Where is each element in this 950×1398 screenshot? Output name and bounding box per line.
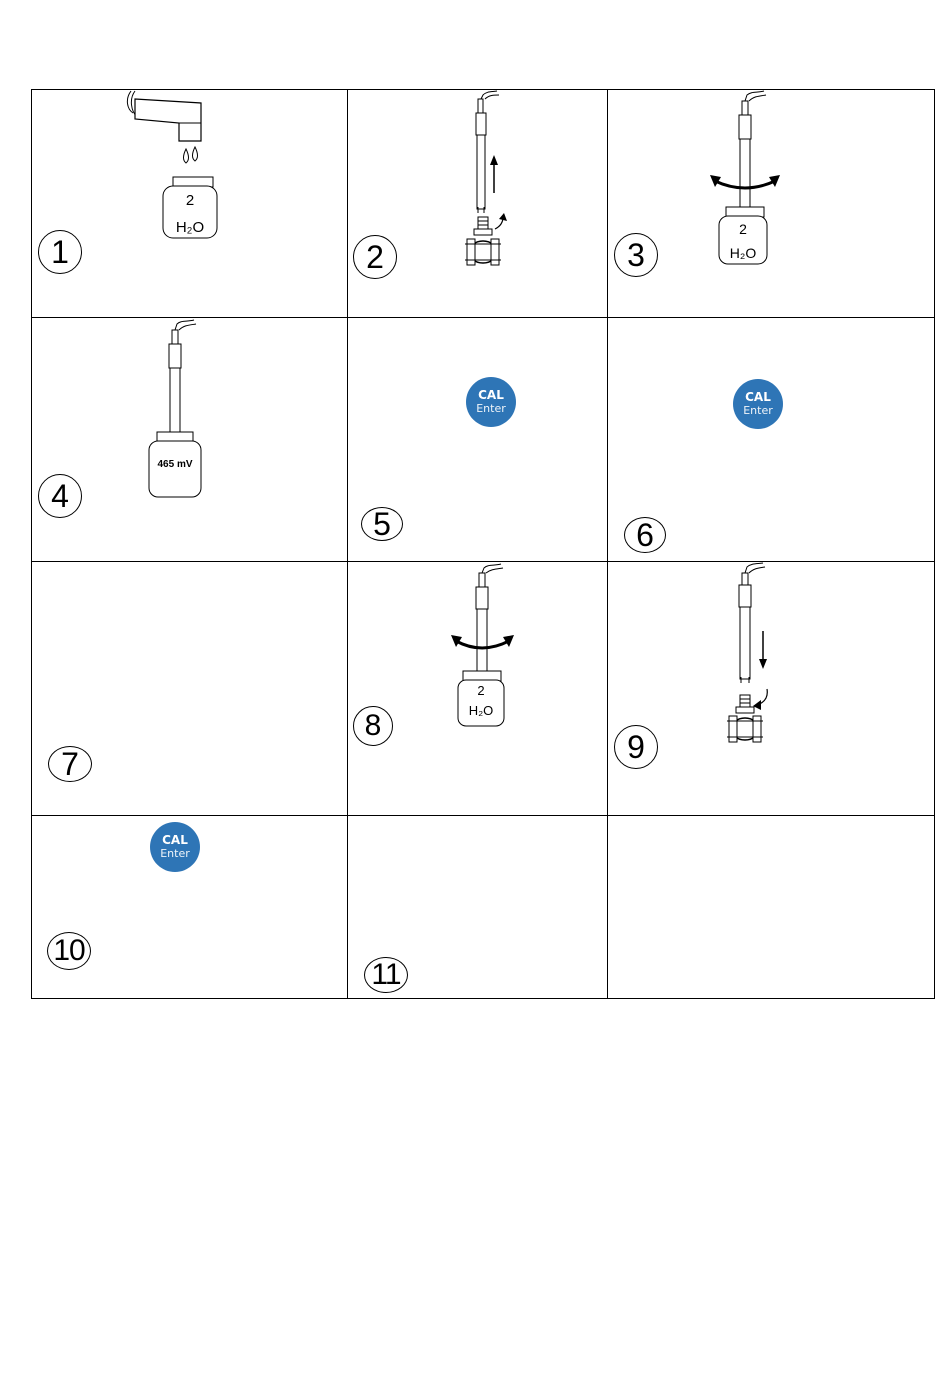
step-number: 3: [614, 233, 658, 277]
step-2-cell: [347, 89, 607, 317]
bottle-label-top: 2: [185, 192, 195, 209]
step-number: 9: [614, 725, 658, 769]
enter-label: Enter: [160, 847, 190, 860]
cal-label: CAL: [478, 388, 504, 402]
bottle-label-bottom: H₂O: [175, 219, 205, 236]
step-number: 4: [38, 474, 82, 518]
sensor-rinse-illustration: [607, 89, 935, 317]
step-5-cell: [347, 317, 607, 561]
cal-enter-button[interactable]: [466, 377, 516, 427]
cal-enter-button[interactable]: [150, 822, 200, 872]
sensor-install-illustration: [607, 561, 935, 815]
bottle-label-top: 2: [739, 221, 747, 237]
bottle-label-bottom: H₂O: [729, 245, 757, 261]
step-1-cell: [31, 89, 347, 317]
cal-enter-button[interactable]: [733, 379, 783, 429]
step-number: 11: [364, 957, 408, 993]
step-4-cell: [31, 317, 347, 561]
step-10-cell: [31, 815, 347, 999]
step-number: 6: [624, 517, 666, 553]
sensor-in-solution-illustration: [31, 317, 347, 561]
step-number: 1: [38, 230, 82, 274]
step-9-cell: [607, 561, 935, 815]
step-7-cell: [31, 561, 347, 815]
step-8-cell: [347, 561, 607, 815]
bottle-label-bottom: H₂O: [468, 703, 494, 718]
enter-label: Enter: [743, 404, 773, 417]
step-3-cell: [607, 89, 935, 317]
step-number: 2: [353, 235, 397, 279]
step-number: 8: [353, 706, 393, 746]
enter-label: Enter: [476, 402, 506, 415]
sensor-removal-illustration: [347, 89, 607, 317]
step-number: 5: [361, 507, 403, 541]
procedure-grid: [31, 89, 935, 999]
cal-label: CAL: [745, 390, 771, 404]
bottle-label-top: 2: [477, 683, 485, 698]
bottle-value-label: 465 mV: [157, 459, 193, 470]
step-number: 7: [48, 746, 92, 782]
step-6-cell: [607, 317, 935, 561]
empty-cell: [607, 815, 935, 999]
cal-label: CAL: [162, 833, 188, 847]
step-11-cell: [347, 815, 607, 999]
step-number: 10: [47, 932, 91, 970]
